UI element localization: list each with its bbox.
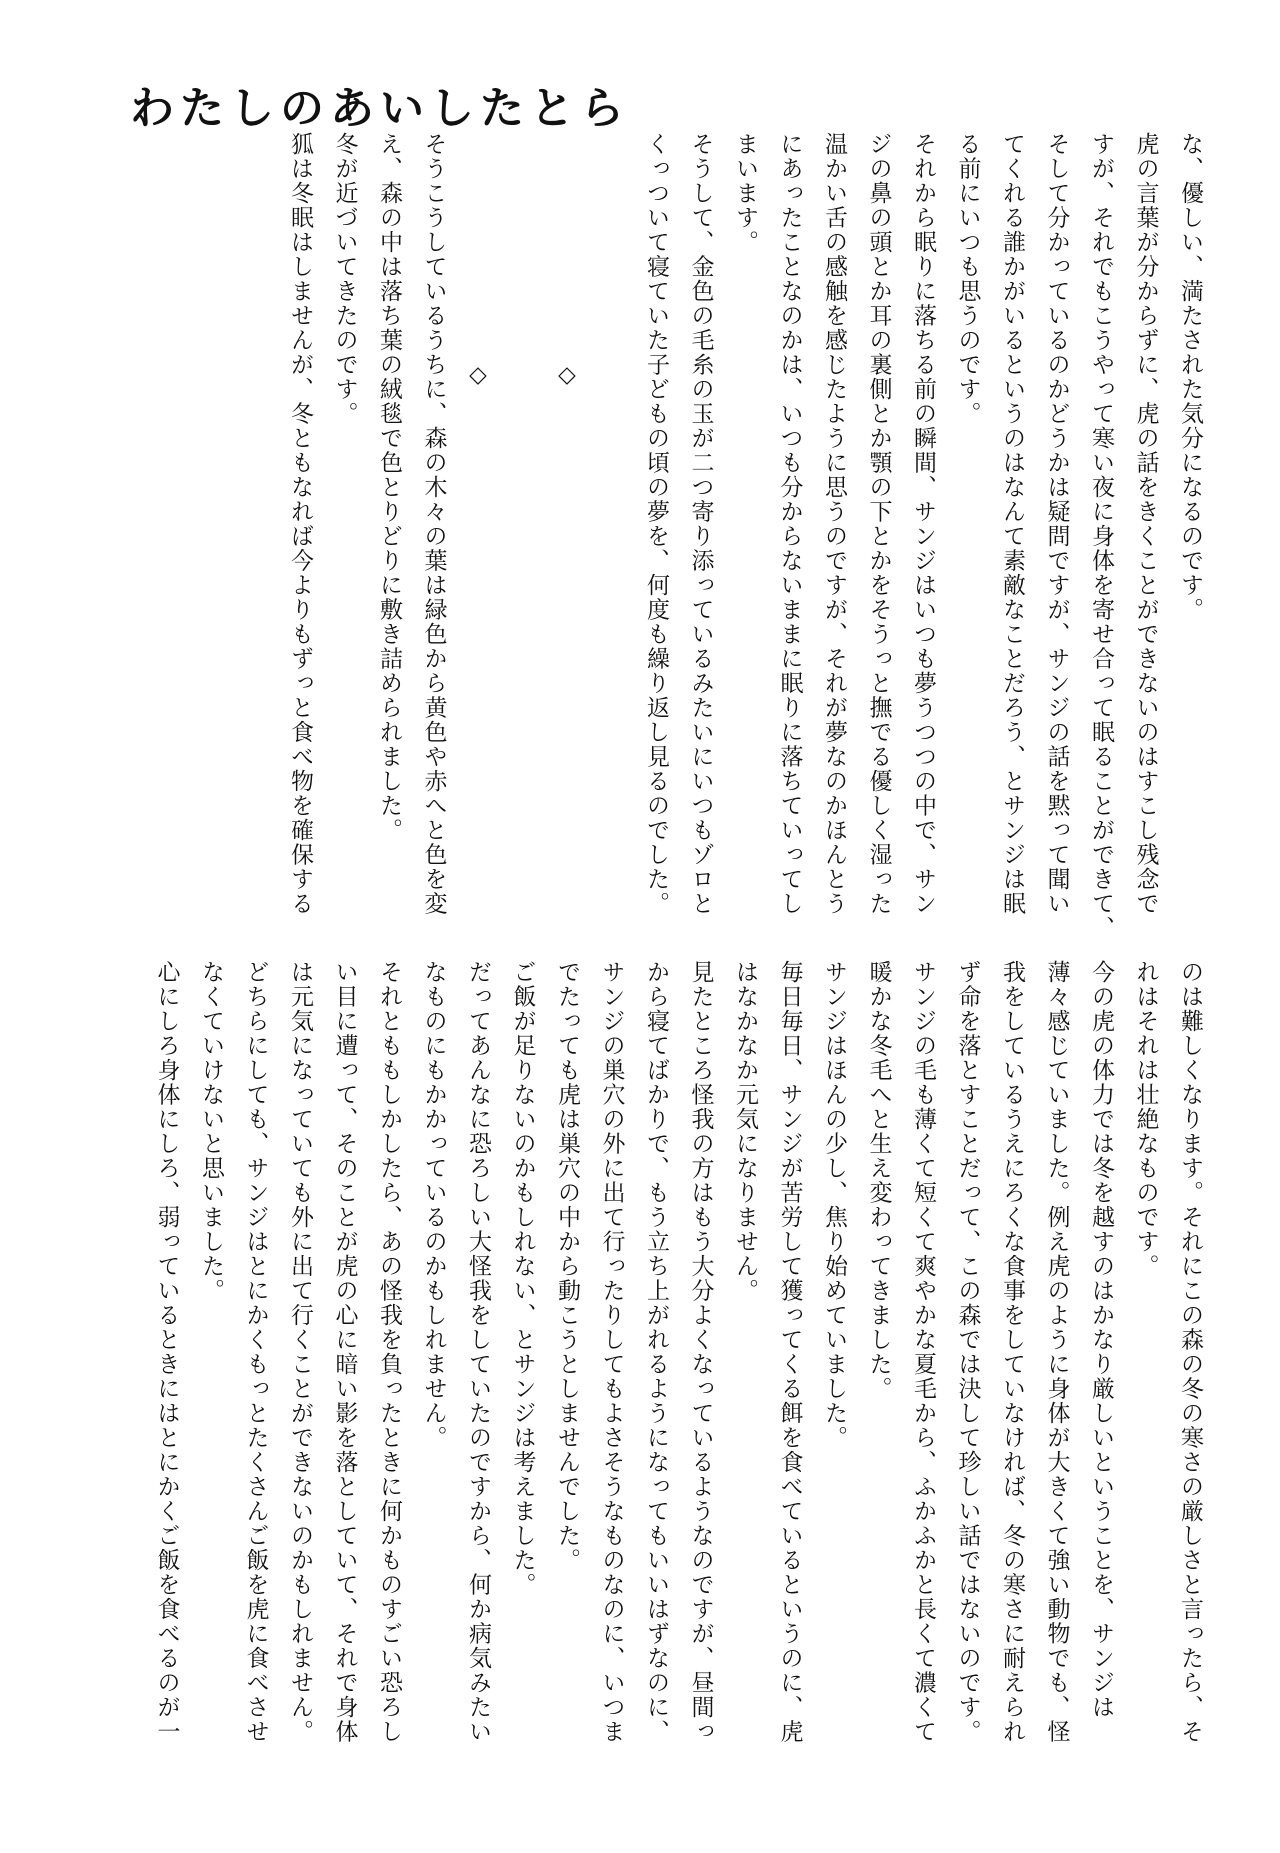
text-line: る前にいつも思うのです。 — [954, 132, 981, 426]
text-line: なくていけないと思いました。 — [198, 960, 224, 1303]
text-line: そうして、金色の毛糸の玉が二つ寄り添っているみたいにいつもゾロと — [687, 132, 714, 916]
text-line: 今の虎の体力では冬を越すのはかなり厳しいということを、サンジは — [1088, 960, 1114, 1720]
text-line: な、優しい、満たされた気分になるのです。 — [1177, 132, 1203, 622]
text-line: サンジの毛も薄くて短くて爽やかな夏毛から、ふかふかと長くて濃くて — [910, 960, 936, 1744]
text-line: い目に遭って、そのことが虎の心に暗い影を落としていて、それで身体 — [331, 960, 358, 1744]
text-line: から寝てばかりで、もう立ち上がれるようになってもいいはずなのに、 — [643, 960, 669, 1744]
text-line: どちらにしても、サンジはとにかくもっとたくさんご飯を虎に食べさせ — [242, 960, 269, 1744]
section-separator: ◇ — [554, 362, 580, 390]
text-line: そうこうしているうちに、森の木々の葉は緑色から黄色や赤へと色を変 — [420, 132, 447, 916]
text-line: え、森の中は落ち葉の絨毯で色とりどりに敷き詰められました。 — [376, 132, 402, 843]
text-line: だってあんなに恐ろしい大怪我をしていたのですから、何か病気みたい — [465, 960, 491, 1744]
text-line: 我をしているうえにろくな食事をしていなければ、冬の寒さに耐えられ — [999, 960, 1025, 1744]
lower-text-block — [144, 960, 1212, 1800]
text-line: まいます。 — [732, 132, 758, 255]
text-line: それから眠りに落ちる前の瞬間、サンジはいつも夢うつつの中で、サン — [910, 132, 936, 916]
text-line: 暖かな冬毛へと生え変わってきました。 — [865, 960, 892, 1401]
text-line — [500, 132, 545, 962]
text-line: 薄々感じていました。例え虎のように身体が大きくて強い動物でも、怪 — [1043, 960, 1070, 1744]
text-line: でたっても虎は巣穴の中から動こうとしませんでした。 — [554, 960, 580, 1573]
text-line: ジの鼻の頭とか耳の裏側とか顎の下とかをそうっと撫でる優しく湿った — [865, 132, 892, 916]
text-line: は元気になっていても外に出て行くことができないのかもしれません。 — [287, 960, 313, 1744]
text-line: にあったことなのかは、いつも分からないままに眠りに落ちていってし — [776, 132, 803, 916]
text-line: はなかなか元気になりません。 — [732, 960, 758, 1303]
text-line: 狐は冬眠はしませんが、冬ともなれば今よりもずっと食べ物を確保する — [287, 132, 313, 916]
text-line: のは難しくなります。それにこの森の冬の寒さの厳しさと言ったら、そ — [1177, 960, 1203, 1744]
text-line: ご飯が足りないのかもしれない、とサンジは考えました。 — [509, 960, 536, 1597]
text-line: すが、それでもこうやって寒い夜に身体を寄せ合って眠ることができて、 — [1088, 132, 1114, 941]
section-separator: ◇ — [465, 362, 491, 390]
text-line: それとももしかしたら、あの怪我を負ったときに何かものすごい恐ろし — [376, 960, 402, 1744]
page-title: わたしのあいしたとら — [130, 83, 630, 134]
text-line: なものにもかかっているのかもしれません。 — [420, 960, 447, 1450]
upper-text-block — [278, 132, 1213, 962]
text-line: てくれる誰かがいるというのはなんて素敵なことだろう、とサンジは眠 — [999, 132, 1025, 916]
text-line: 毎日毎日、サンジが苦労して獲ってくる餌を食べているというのに、虎 — [776, 960, 803, 1744]
text-line: 温かい舌の感触を感じたように思うのですが、それが夢なのかほんとう — [821, 132, 847, 916]
text-line: そして分かっているのかどうかは疑問ですが、サンジの話を黙って聞い — [1043, 132, 1070, 916]
text-line — [589, 132, 634, 962]
text-line: 虎の言葉が分からずに、虎の話をきくことができないのはすこし残念で — [1132, 132, 1159, 916]
text-line: サンジの巣穴の外に出て行ったりしてもよさそうなものなのに、いつま — [598, 960, 625, 1744]
text-line: 心にしろ身体にしろ、弱っているときにはとにかくご飯を食べるのが一 — [153, 960, 180, 1744]
text-line: れはそれは壮絶なものです。 — [1132, 960, 1159, 1279]
text-line: くっついて寝ていた子どもの頃の夢を、何度も繰り返し見るのでした。 — [643, 132, 669, 916]
text-line: 冬が近づいてきたのです。 — [331, 132, 358, 426]
text-line: ず命を落とすことだって、この森では決して珍しい話ではないのです。 — [954, 960, 981, 1744]
text-line: 見たところ怪我の方はもう大分よくなっているようなのですが、昼間っ — [687, 960, 714, 1744]
text-line: サンジはほんの少し、焦り始めていました。 — [821, 960, 847, 1450]
